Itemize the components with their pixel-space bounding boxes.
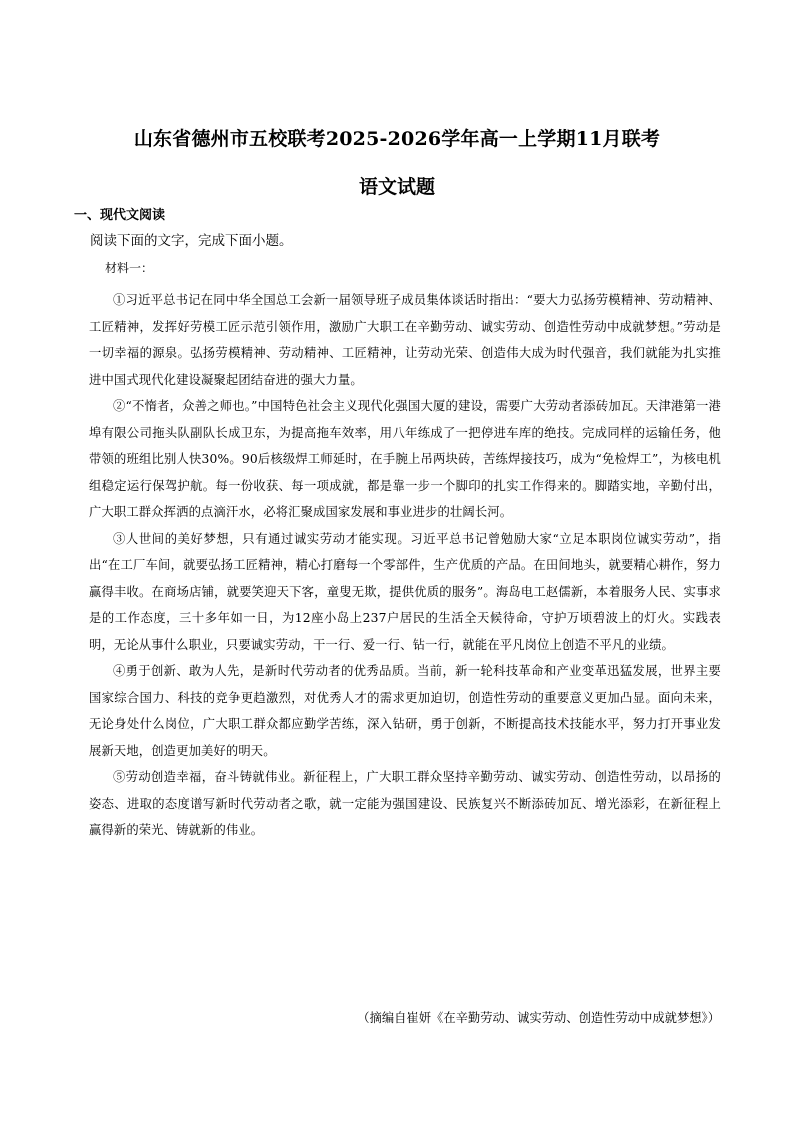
paragraph-4: ④勇于创新、敢为人先，是新时代劳动者的优秀品质。当前，新一轮科技革命和产业变革迅猛发展，世界主要国家综合国力、科技的竞争更趋激烈，对优秀人才的需求更加迫切，创造性劳动的重要意义更加凸显。面向未来，无论身处什么岗位，广大职工群众都应勤学苦练，深入钻研，勇于创新，不断提高技术技能水平，努力打开事业发展新天地，创造更加美好的明天。 bbox=[89, 664, 721, 758]
article-source: （摘编自崔妍《在辛勤劳动、诚实劳动、创造性劳动中成就梦想》） bbox=[357, 1011, 720, 1025]
paragraph-2: ②“不惰者，众善之师也。”中国特色社会主义现代化强国大厦的建设，需要广大劳动者添砖加瓦。天津港第一港埠有限公司拖头队副队长成卫东，为提高拖车效率，用八年练成了一把停进车库的绝技。完成同样的运输任务，他带领的班组比别人快30%。90后核级焊工师延时，在手腕上吊两块砖，苦练焊接技巧，成为“免检焊工”，为核电机组稳定运行保驾护航。每一份收获、每一项成就，都是靠一步一个脚印的扎实工作得来的。脚踏实地，辛勤付出，广大职工群众挥洒的点滴汗水，必将汇聚成国家发展和事业进步的壮阔长河。 bbox=[89, 399, 721, 519]
document-title: 山东省德州市五校联考2025-2026学年高一上学期11月联考 bbox=[133, 128, 661, 150]
paragraph-1: ①习近平总书记在同中华全国总工会新一届领导班子成员集体谈话时指出：“要大力弘扬劳模精神、劳动精神、工匠精神，发挥好劳模工匠示范引领作用，激励广大职工在辛勤劳动、诚实劳动、创造性劳动中成就梦想。”劳动是一切幸福的源泉。弘扬劳模精神、劳动精神、工匠精神，让劳动光荣、创造伟大成为时代强音，我们就能为扎实推进中国式现代化建设凝聚起团结奋进的强大力量。 bbox=[89, 293, 721, 387]
paragraph-3: ③人世间的美好梦想，只有通过诚实劳动才能实现。习近平总书记曾勉励大家“立足本职岗位诚实劳动”，指出“在工厂车间，就要弘扬工匠精神，精心打磨每一个零部件，生产优质的产品。在田间地头，就要精心耕作，努力赢得丰收。在商场店铺，就要笑迎天下客，童叟无欺，提供优质的服务”。海岛电工赵儒新，本着服务人民、实事求是的工作态度，三十多年如一日，为12座小岛上237户居民的生活全天候待命，守护万顷碧波上的灯火。实践表明，无论从事什么职业，只要诚实劳动，干一行、爱一行、钻一行，就能在平凡岗位上创造不平凡的业绩。 bbox=[89, 531, 721, 652]
document-subtitle: 语文试题 bbox=[358, 176, 435, 198]
section-heading: 一、现代文阅读 bbox=[74, 208, 166, 223]
material-label: 材料一： bbox=[105, 261, 154, 275]
paragraph-5: ⑤劳动创造幸福，奋斗铸就伟业。新征程上，广大职工群众坚持辛勤劳动、诚实劳动、创造性劳动，以昂扬的姿态、进取的态度谱写新时代劳动者之歌，就一定能为强国建设、民族复兴不断添砖加瓦、增光添彩，在新征程上赢得新的荣光、铸就新的伟业。 bbox=[89, 770, 721, 837]
reading-instruction: 阅读下面的文字，完成下面小题。 bbox=[90, 233, 293, 249]
article-body bbox=[89, 287, 721, 844]
